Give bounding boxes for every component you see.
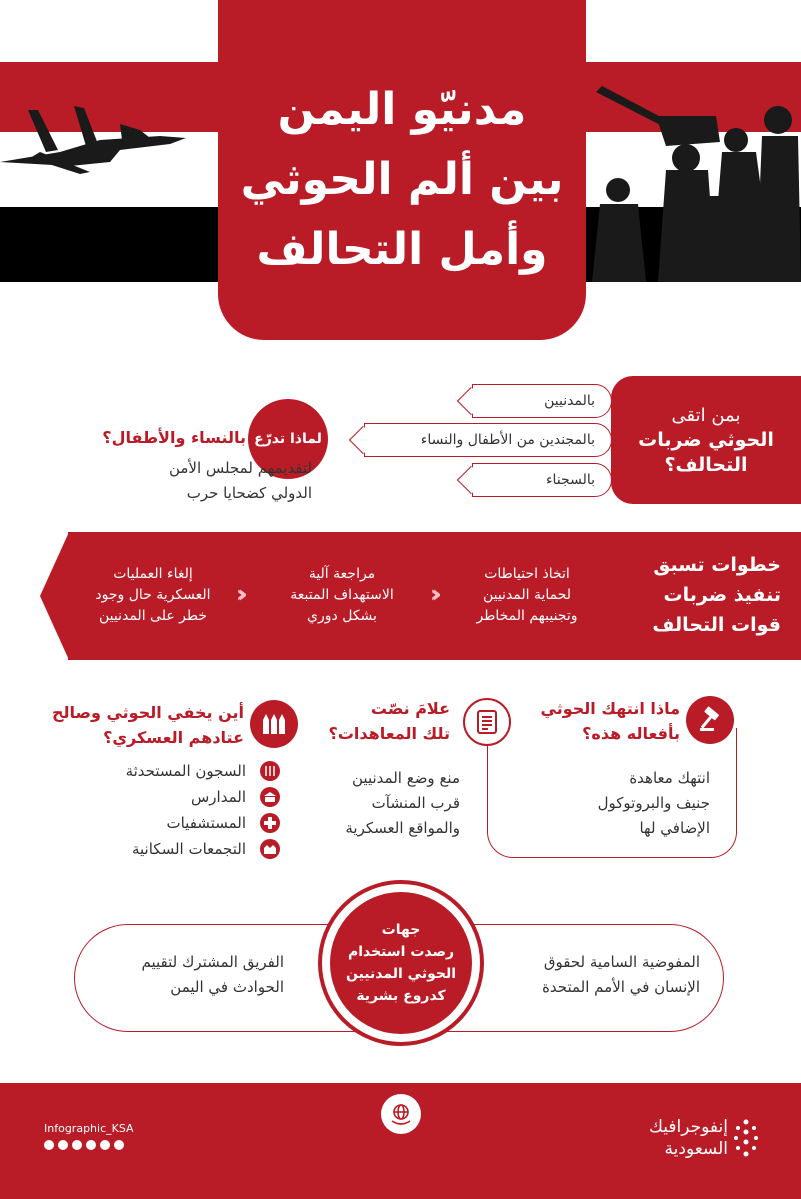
steps-arrow-tip xyxy=(40,532,69,660)
list-item xyxy=(100,810,280,836)
monitors-center-line-2: رصدت استخدام xyxy=(347,944,455,960)
shield-item-label: بالمدنيين xyxy=(544,393,595,409)
step-line: مراجعة آلية xyxy=(308,566,376,582)
violations-line-1: انتهك معاهدة xyxy=(629,769,710,787)
steps-title-line-2: تنفيذ ضربات xyxy=(663,584,781,606)
chevron-left-icon: ‹‹ xyxy=(236,580,240,608)
steps-title-line-3: قوات التحالف xyxy=(652,614,781,636)
title-line-1: مدنيّو اليمن xyxy=(277,84,527,135)
why-title: بالنساء والأطفال؟ xyxy=(102,428,246,447)
hiding-item-label: السجون المستحدثة xyxy=(125,762,246,780)
list-item xyxy=(100,758,280,784)
treaties-line-3: والمواقع العسكرية xyxy=(345,819,460,837)
title-line-2: بين ألم الحوثي xyxy=(240,154,564,205)
hiding-title-line-1: أين يخفي الحوثي وصالح xyxy=(51,703,244,722)
monitor-right-line-2: الإنسان في الأمم المتحدة xyxy=(542,978,700,996)
step-line: خطر على المدنيين xyxy=(98,608,208,624)
social-handle[interactable]: Infographic_KSA xyxy=(44,1122,134,1135)
brand-name xyxy=(588,1116,728,1160)
twitter-icon[interactable] xyxy=(44,1140,54,1150)
steps-title xyxy=(631,550,781,640)
violations-line-2: جنيف والبروتوكول xyxy=(597,794,710,812)
list-item xyxy=(100,836,280,862)
violations-title xyxy=(500,696,680,746)
monitor-left-line-2: الحوادث في اليمن xyxy=(170,978,284,996)
violations-title-line-1: ماذا انتهك الحوثي xyxy=(540,699,680,718)
monitors-center-line-1: جهات xyxy=(381,922,421,938)
shields-tab-line-2: الحوثي ضربات xyxy=(638,428,774,451)
monitors-center-line-4: كدروع بشرية xyxy=(356,988,446,1004)
treaties-line-2: قرب المنشآت xyxy=(371,794,460,812)
youtube-icon[interactable] xyxy=(86,1140,96,1150)
snapchat-icon[interactable] xyxy=(100,1140,110,1150)
why-line-1: لتقديمهم لمجلس الأمن xyxy=(168,459,312,477)
step-1 xyxy=(452,564,602,627)
shields-tab-line-1: بمن اتقى xyxy=(671,404,741,426)
step-2 xyxy=(262,564,422,627)
soldiers-silhouette xyxy=(586,86,801,282)
houses-icon xyxy=(260,839,280,859)
step-line: العسكرية حال وجود xyxy=(95,587,211,603)
list-item xyxy=(100,784,280,810)
brand-line-2: السعودية xyxy=(664,1139,728,1159)
violations-text xyxy=(520,766,710,841)
monitors-center-circle xyxy=(330,892,472,1034)
violations-title-line-2: بأفعاله هذه؟ xyxy=(582,724,680,743)
violations-line-3: الإضافي لها xyxy=(639,819,710,837)
shields-question-tab xyxy=(611,376,801,504)
step-3 xyxy=(78,564,228,627)
why-line-2: الدولي كضحايا حرب xyxy=(186,484,312,502)
monitor-joint-team xyxy=(110,950,284,1000)
shield-item-recruits xyxy=(364,423,612,457)
step-line: إلغاء العمليات xyxy=(113,566,193,582)
hiding-item-label: المستشفيات xyxy=(166,814,246,832)
step-line: بشكل دوري xyxy=(307,608,377,624)
treaties-text xyxy=(290,766,460,841)
instagram-icon[interactable] xyxy=(72,1140,82,1150)
treaties-title-line-1: علامَ نصّت xyxy=(370,699,450,718)
step-line: لحماية المدنيين xyxy=(482,587,572,603)
monitor-un-commission xyxy=(500,950,700,1000)
gavel-icon xyxy=(686,696,734,744)
monitor-left-line-1: الفريق المشترك لتقييم xyxy=(141,953,284,971)
hospital-icon xyxy=(260,813,280,833)
social-icons xyxy=(44,1140,124,1150)
step-line: الاستهداف المتبعة xyxy=(290,587,394,603)
brand-line-1: إنفوجرافيك xyxy=(648,1117,728,1137)
hiding-item-label: التجمعات السكانية xyxy=(131,840,246,858)
ammunition-icon xyxy=(250,700,298,748)
title-box xyxy=(218,0,586,340)
treaties-title-line-2: تلك المعاهدات؟ xyxy=(328,724,450,743)
treaties-title xyxy=(290,696,450,746)
monitors-center-line-3: الحوثي المدنيين xyxy=(345,966,457,982)
facebook-icon[interactable] xyxy=(58,1140,68,1150)
shields-tab-line-3: التحالف؟ xyxy=(664,453,748,476)
shield-item-prisoners xyxy=(472,463,612,497)
school-icon xyxy=(260,787,280,807)
shield-item-civilians xyxy=(472,384,612,418)
globe-hand-icon xyxy=(381,1094,421,1134)
title-line-3: وأمل التحالف xyxy=(256,224,548,275)
steps-title-line-1: خطوات تسبق xyxy=(653,554,781,576)
brand-logo-icon xyxy=(732,1118,760,1158)
monitor-right-line-1: المفوضية السامية لحقوق xyxy=(543,953,700,971)
hiding-item-label: المدارس xyxy=(190,788,246,806)
document-icon xyxy=(463,698,511,746)
chevron-left-icon: ‹‹ xyxy=(430,580,434,608)
shield-item-label: بالسجناء xyxy=(545,472,595,488)
treaties-line-1: منع وضع المدنيين xyxy=(352,769,460,787)
step-line: اتخاذ احتياطات xyxy=(484,566,570,582)
hiding-list xyxy=(100,758,280,862)
step-line: وتجنيبهم المخاطر xyxy=(476,608,578,624)
shield-item-label: بالمجندين من الأطفال والنساء xyxy=(420,432,595,448)
fighter-jets-silhouette xyxy=(0,100,190,180)
why-circle-label: لماذا تدرّع xyxy=(254,431,322,447)
prison-icon xyxy=(260,761,280,781)
hiding-title-line-2: عتادهم العسكري؟ xyxy=(103,728,244,747)
telegram-icon[interactable] xyxy=(114,1140,124,1150)
hiding-title xyxy=(40,700,244,750)
